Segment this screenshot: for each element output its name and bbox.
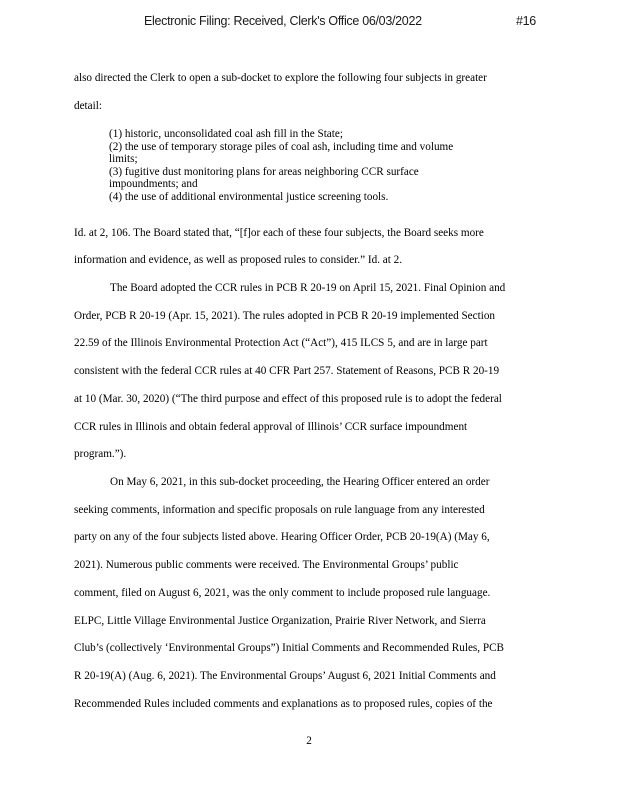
filing-header [0,14,618,34]
text-line: 22.59 of the Illinois Environmental Protection Act (“Act”), 415 ILCS 5, and are in large part [74,337,488,350]
list-item: (3) fugitive dust monitoring plans for areas neighboring CCR surface [109,165,419,178]
text-line: Recommended Rules included comments and explanations as to proposed rules, copies of the [74,697,493,710]
document-number: #16 [516,14,536,28]
text-line: information and evidence, as well as proposed rules to consider.” Id. at 2. [74,254,403,266]
text-line: The Board adopted the CCR rules in PCB R 20-19 on April 15, 2021. Final Opinion and [110,282,506,294]
list-item: impoundments; and [109,178,198,191]
text-line: R 20-19(A) (Aug. 6, 2021). The Environmental Groups’ August 6, 2021 Initial Comments and [74,669,496,682]
text-line: consistent with the federal CCR rules at 40 CFR Part 257. Statement of Reasons, PCB R 20-19 [74,365,500,378]
text-line: party on any of the four subjects listed above. Hearing Officer Order, PCB 20-19(A) (May 6, [74,531,490,544]
text-line: program.”). [74,448,127,461]
list-item: (2) the use of temporary storage piles of coal ash, including time and volume [109,140,454,153]
text-line: at 10 (Mar. 30, 2020) (“The third purpose and effect of this proposed rule is to adopt the federal [74,392,502,405]
text-line: Order, PCB R 20-19 (Apr. 15, 2021). The rules adopted in PCB R 20-19 implemented Section [74,309,496,322]
text-line: 2021). Numerous public comments were received. The Environmental Groups’ public [74,559,459,572]
list-item: (1) historic, unconsolidated coal ash fill in the State; [109,128,343,140]
page-number: 2 [306,735,312,747]
filing-stamp: Electronic Filing: Received, Clerk's Office 06/03/2022 [144,14,422,28]
text-line: also directed the Clerk to open a sub-docket to explore the following four subjects in greater [74,72,487,84]
text-line: Id. at 2, 106. The Board stated that, “[f]or each of these four subjects, the Board seeks more [74,227,484,239]
subjects-list [109,128,453,204]
text-line: comment, filed on August 6, 2021, was the only comment to include proposed rule language. [74,586,491,599]
text-line: CCR rules in Illinois and obtain federal approval of Illinois’ CCR surface impoundment [74,420,468,433]
text-line: seeking comments, information and specific proposals on rule language from any interested [74,503,485,516]
text-line: Club’s (collectively ‘Environmental Groups”) Initial Comments and Recommended Rules, PCB [74,642,505,655]
text-line: ELPC, Little Village Environmental Justice Organization, Prairie River Network, and Sierra [74,614,486,627]
list-item: (4) the use of additional environmental justice screening tools. [109,190,389,203]
list-item: limits; [109,153,138,166]
text-line: On May 6, 2021, in this sub-docket proceeding, the Hearing Officer entered an order [110,476,490,488]
text-line: detail: [74,100,102,112]
